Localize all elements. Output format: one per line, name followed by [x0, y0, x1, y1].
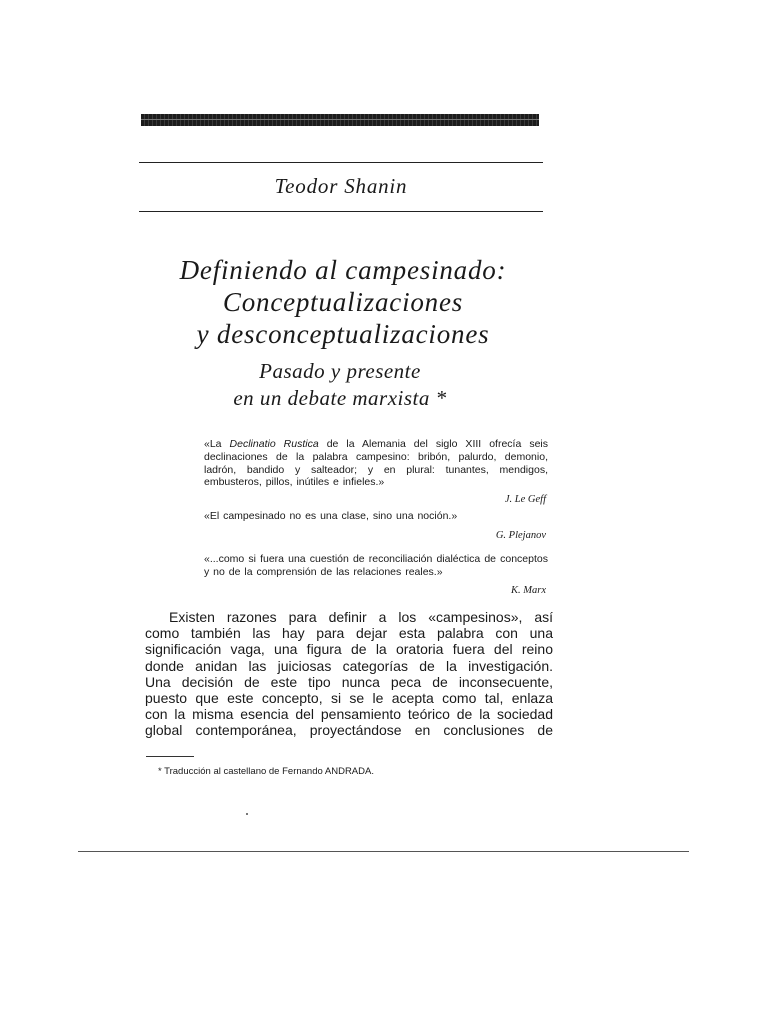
title-line: y desconceptualizaciones — [196, 319, 490, 349]
article-title — [128, 254, 558, 350]
subtitle-line: Pasado y presente — [259, 359, 421, 383]
body-paragraph — [145, 609, 553, 739]
page-bottom-rule — [78, 851, 689, 852]
epigraph-quote — [204, 438, 548, 489]
body-line: con la misma esencia del pensamiento teórico de la sociedad — [145, 706, 553, 723]
title-line: Definiendo al campesinado: — [179, 255, 507, 285]
epigraph-attribution: J. Le Geff — [504, 494, 546, 505]
header-decorative-bar — [141, 114, 539, 126]
body-line: como también las hay para dejar esta palabra con una — [145, 625, 553, 642]
epigraph-quote: «El campesinado no es una clase, sino una noción.» — [204, 510, 458, 522]
author-rule-bottom — [139, 211, 543, 212]
body-line: Existen razones para definir a los «campesinos», así — [169, 609, 553, 625]
body-line: donde anidan las juiciosas categorías de la investigación. — [145, 657, 553, 674]
scan-speck — [246, 813, 248, 815]
subtitle-line: en un debate marxista * — [233, 386, 447, 410]
footnote-rule — [146, 756, 194, 757]
article-subtitle — [150, 358, 530, 412]
body-line: Una decisión de este tipo nunca peca de inconsecuente, — [145, 673, 553, 690]
epigraph-attribution: K. Marx — [511, 585, 546, 596]
author-name: Teodor Shanin — [274, 174, 408, 198]
body-line: significación vaga, una figura de la oratoria fuera del reino — [145, 641, 553, 658]
epigraph-quote: «...como si fuera una cuestión de reconciliación dialéctica de conceptos y no de la comprensión de las relaciones reales.» — [204, 553, 548, 578]
epigraph-emphasis: Declinatio Rustica — [229, 438, 319, 450]
footnote: * Traducción al castellano de Fernando ANDRADA. — [158, 766, 374, 777]
epigraph-text: de la Alemania del siglo XIII ofrecía seis declinaciones de la palabra campesino: bribón, palurdo, demonio, ladrón, bandido y salteador; y en plural: tunantes, mendigos, embusteros, pillos, inútiles e infieles.» — [204, 438, 548, 489]
author-rule-top — [139, 162, 543, 163]
body-line: global contemporánea, proyectándose en conclusiones de — [145, 722, 553, 739]
title-line: Conceptualizaciones — [222, 287, 464, 317]
body-line: puesto que este concepto, si se le acepta como tal, enlaza — [145, 690, 553, 707]
epigraph-prefix: «La — [204, 438, 230, 450]
epigraph-attribution: G. Plejanov — [495, 530, 546, 541]
